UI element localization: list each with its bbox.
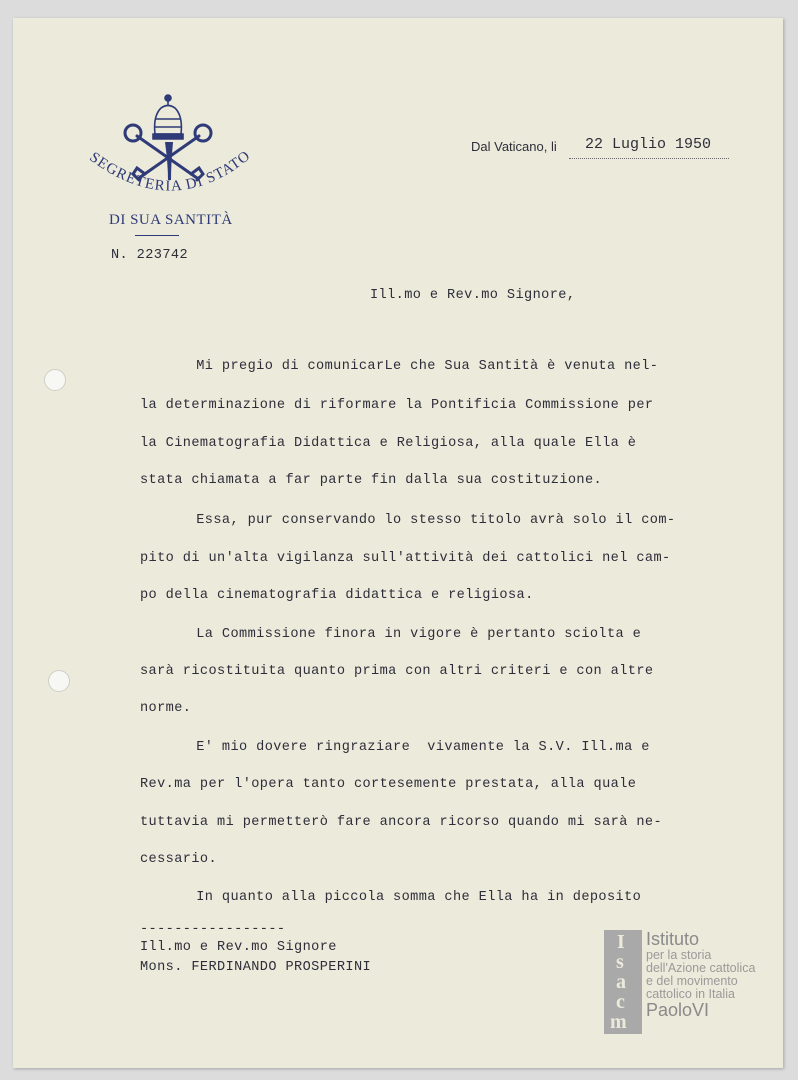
separator-line: -----------------: [140, 922, 286, 937]
body-line: sarà ricostituita quanto prima con altri criteri e con altre: [140, 664, 654, 679]
body-line: po della cinematografia didattica e religiosa.: [140, 588, 534, 603]
addressee-name: Mons. FERDINANDO PROSPERINI: [140, 960, 372, 975]
date-underline: [569, 158, 729, 159]
body-line: Essa, pur conservando lo stesso titolo avrà solo il com-: [162, 513, 676, 528]
date-prefix: Dal Vaticano, li: [471, 139, 557, 154]
logo-letter: s: [616, 951, 624, 973]
institute-footer: PaoloVI: [646, 1000, 710, 1021]
date-value: 22 Luglio 1950: [585, 136, 712, 153]
institute-line: dell'Azione cattolica: [646, 961, 756, 976]
body-line: norme.: [140, 701, 192, 716]
punch-hole-top: [44, 369, 66, 391]
secretariat-subtitle: DI SUA SANTITÀ: [109, 212, 233, 228]
logo-letter: I: [617, 931, 625, 953]
body-line: Rev.ma per l'opera tanto cortesemente prestata, alla quale: [140, 777, 637, 792]
body-line: In quanto alla piccola somma che Ella ha in deposito: [162, 890, 642, 905]
body-line: cessario.: [140, 852, 218, 867]
salutation: Ill.mo e Rev.mo Signore,: [370, 288, 576, 303]
logo-letter: c: [616, 991, 625, 1013]
letter-page: [13, 18, 783, 1068]
body-line: tuttavia mi permetterò fare ancora ricorso quando mi sarà ne-: [140, 815, 663, 830]
logo-letter: a: [616, 971, 626, 993]
institute-text: [646, 930, 755, 1020]
crest-ornament: [135, 235, 179, 236]
institute-line: e del movimento: [646, 974, 738, 989]
body-line: stata chiamata a far parte fin dalla sua costituzione.: [140, 473, 603, 488]
body-line: La Commissione finora in vigore è pertanto sciolta e: [162, 627, 642, 642]
protocol-number: N. 223742: [111, 248, 189, 263]
body-line: pito di un'alta vigilanza sull'attività dei cattolici nel cam-: [140, 551, 671, 566]
secretariat-name: SEGRETERIA DI STATO: [86, 147, 254, 195]
institute-line: per la storia: [646, 947, 712, 962]
body-line: la Cinematografia Didattica e Religiosa, alla quale Ella è: [140, 436, 637, 451]
institute-title: Istituto: [646, 929, 700, 949]
punch-hole-bottom: [48, 670, 70, 692]
letterhead-crest: [73, 76, 273, 246]
institute-watermark: [604, 930, 764, 1040]
logo-letter: m: [610, 1011, 627, 1033]
institute-line: cattolico in Italia: [646, 987, 735, 1002]
addressee-title: Ill.mo e Rev.mo Signore: [140, 940, 337, 955]
institute-logo-mark: [604, 930, 642, 1034]
body-line: la determinazione di riformare la Pontificia Commissione per: [140, 398, 654, 413]
body-line: Mi pregio di comunicarLe che Sua Santità è venuta nel-: [162, 359, 659, 374]
body-line: E' mio dovere ringraziare vivamente la S.V. Ill.ma e: [162, 740, 650, 755]
